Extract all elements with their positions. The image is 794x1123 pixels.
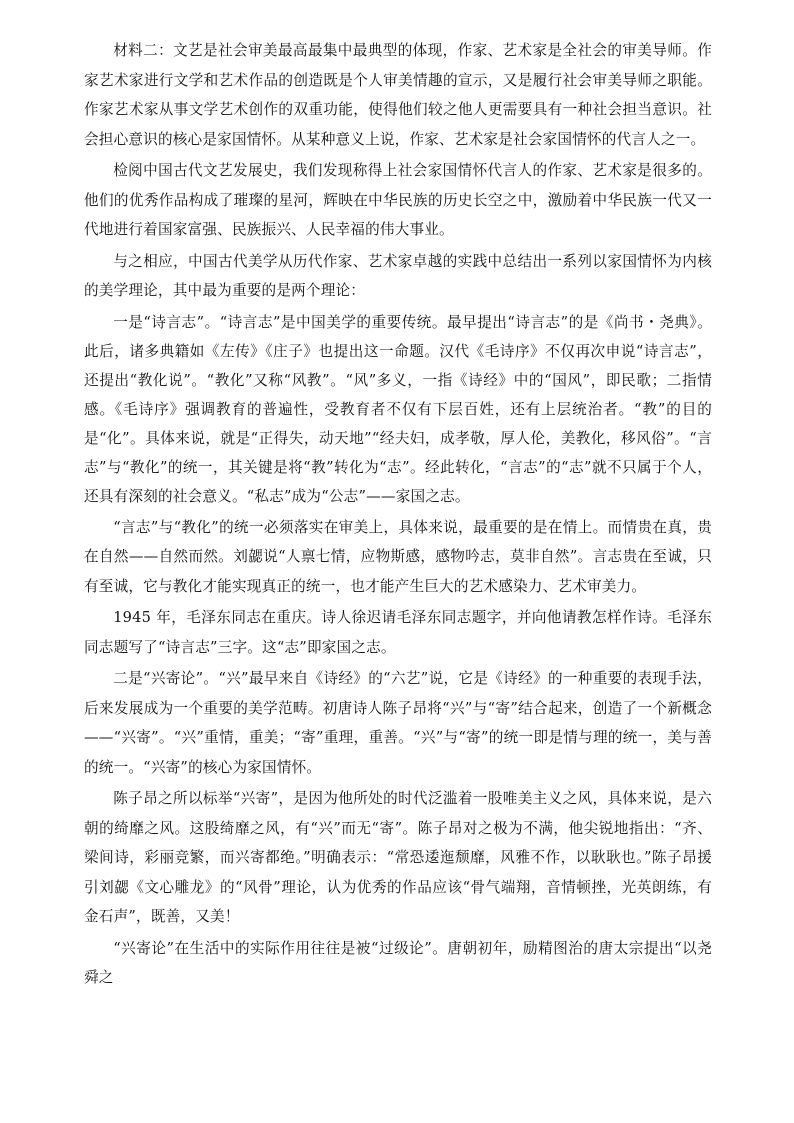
- paragraph-ancient-history: 检阅中国古代文艺发展史，我们发现称得上社会家国情怀代言人的作家、艺术家是很多的。他们的优秀作品构成了璀璨的星河，辉映在中华民族的历史长空之中，激励着中华民族一代又一代地进行着国家富强、民族振兴、人民幸福的伟大事业。: [84, 162, 712, 238]
- paragraph-chen-ziang: 陈子昂之所以标举“兴寄”，是因为他所处的时代泛滥着一股唯美主义之风，具体来说，是六朝的绮靡之风。这股绮靡之风，有“兴”而无“寄”。陈子昂对之极为不满，他尖锐地指出：“齐、梁间诗，彩丽竞繁，而兴寄都绝。”明确表示：“常恐逶迤颓靡，风雅不作，以耿耿也。”陈子昂援引刘勰《文心雕龙》的“风骨”理论，认为优秀的作品应该“骨气端翔，音情顿挫，光英朗练，有金石声”，既善，又美！: [84, 790, 712, 925]
- paragraph-xing-ji-lun: 二是“兴寄论”。“兴”最早来自《诗经》的“六艺”说，它是《诗经》的一种重要的表现手法，后来发展成为一个重要的美学范畴。初唐诗人陈子昂将“兴”与“寄”结合起来，创造了一个新概念——“兴寄”。“兴”重情，重美；“寄”重理，重善。“兴”与“寄”的统一即是情与理的统一，美与善的统一。“兴寄”的核心为家国情怀。: [84, 670, 712, 776]
- paragraph-aesthetic-theories-intro: 与之相应，中国古代美学从历代作家、艺术家卓越的实践中总结出一系列以家国情怀为内核的美学理论，其中最为重要的是两个理论：: [84, 252, 712, 299]
- paragraph-shi-yan-zhi: 一是“诗言志”。“诗言志”是中国美学的重要传统。最早提出“诗言志”的是《尚书・尧典》。此后，诸多典籍如《左传》《庄子》也提出这一命题。汉代《毛诗序》不仅再次申说“诗言志”，还提出“教化说”。“教化”又称“风教”。“风”多义，一指《诗经》中的“国风”，即民歌；二指情感。《毛诗序》强调教育的普遍性，受教育者不仅有下层百姓，还有上层统治者。“教”的目的是“化”。具体来说，就是“正得失，动天地”“经夫妇，成孝敬，厚人伦，美教化，移风俗”。“言志”与“教化”的统一，其关键是将“教”转化为“志”。经此转化，“言志”的“志”就不只属于个人，还具有深刻的社会意义。“私志”成为“公志”——家国之志。: [84, 313, 712, 505]
- paragraph-1945: 1945 年，毛泽东同志在重庆。诗人徐迟请毛泽东同志题字，并向他请教怎样作诗。毛泽东同志题写了“诗言志”三字。这“志”即家国之志。: [84, 609, 712, 656]
- paragraph-yanzhi-jiaohua: “言志”与“教化”的统一必须落实在审美上，具体来说，最重要的是在情上。而情贵在真，贵在自然——自然而然。刘勰说“人禀七情，应物斯感，感物吟志，莫非自然”。言志贵在至诚，只有至诚，它与教化才能实现真正的统一，也才能产生巨大的艺术感染力、艺术审美力。: [84, 518, 712, 595]
- document-body: [84, 36, 712, 995]
- paragraph-xing-ji-practice: “兴寄论”在生活中的实际作用往往是被“过级论”。唐朝初年，励精图治的唐太宗提出“以尧舜之: [84, 939, 712, 986]
- paragraph-material-two: 材料二：文艺是社会审美最高最集中最典型的体现，作家、艺术家是全社会的审美导师。作家艺术家进行文学和艺术作品的创造既是个人审美情趣的宣示，又是履行社会审美导师之职能。作家艺术家从事文学艺术创作的双重功能，使得他们较之他人更需要具有一种社会担当意识。社会担心意识的核心是家国情怀。从某种意义上说，作家、艺术家是社会家国情怀的代言人之一。: [84, 42, 712, 148]
